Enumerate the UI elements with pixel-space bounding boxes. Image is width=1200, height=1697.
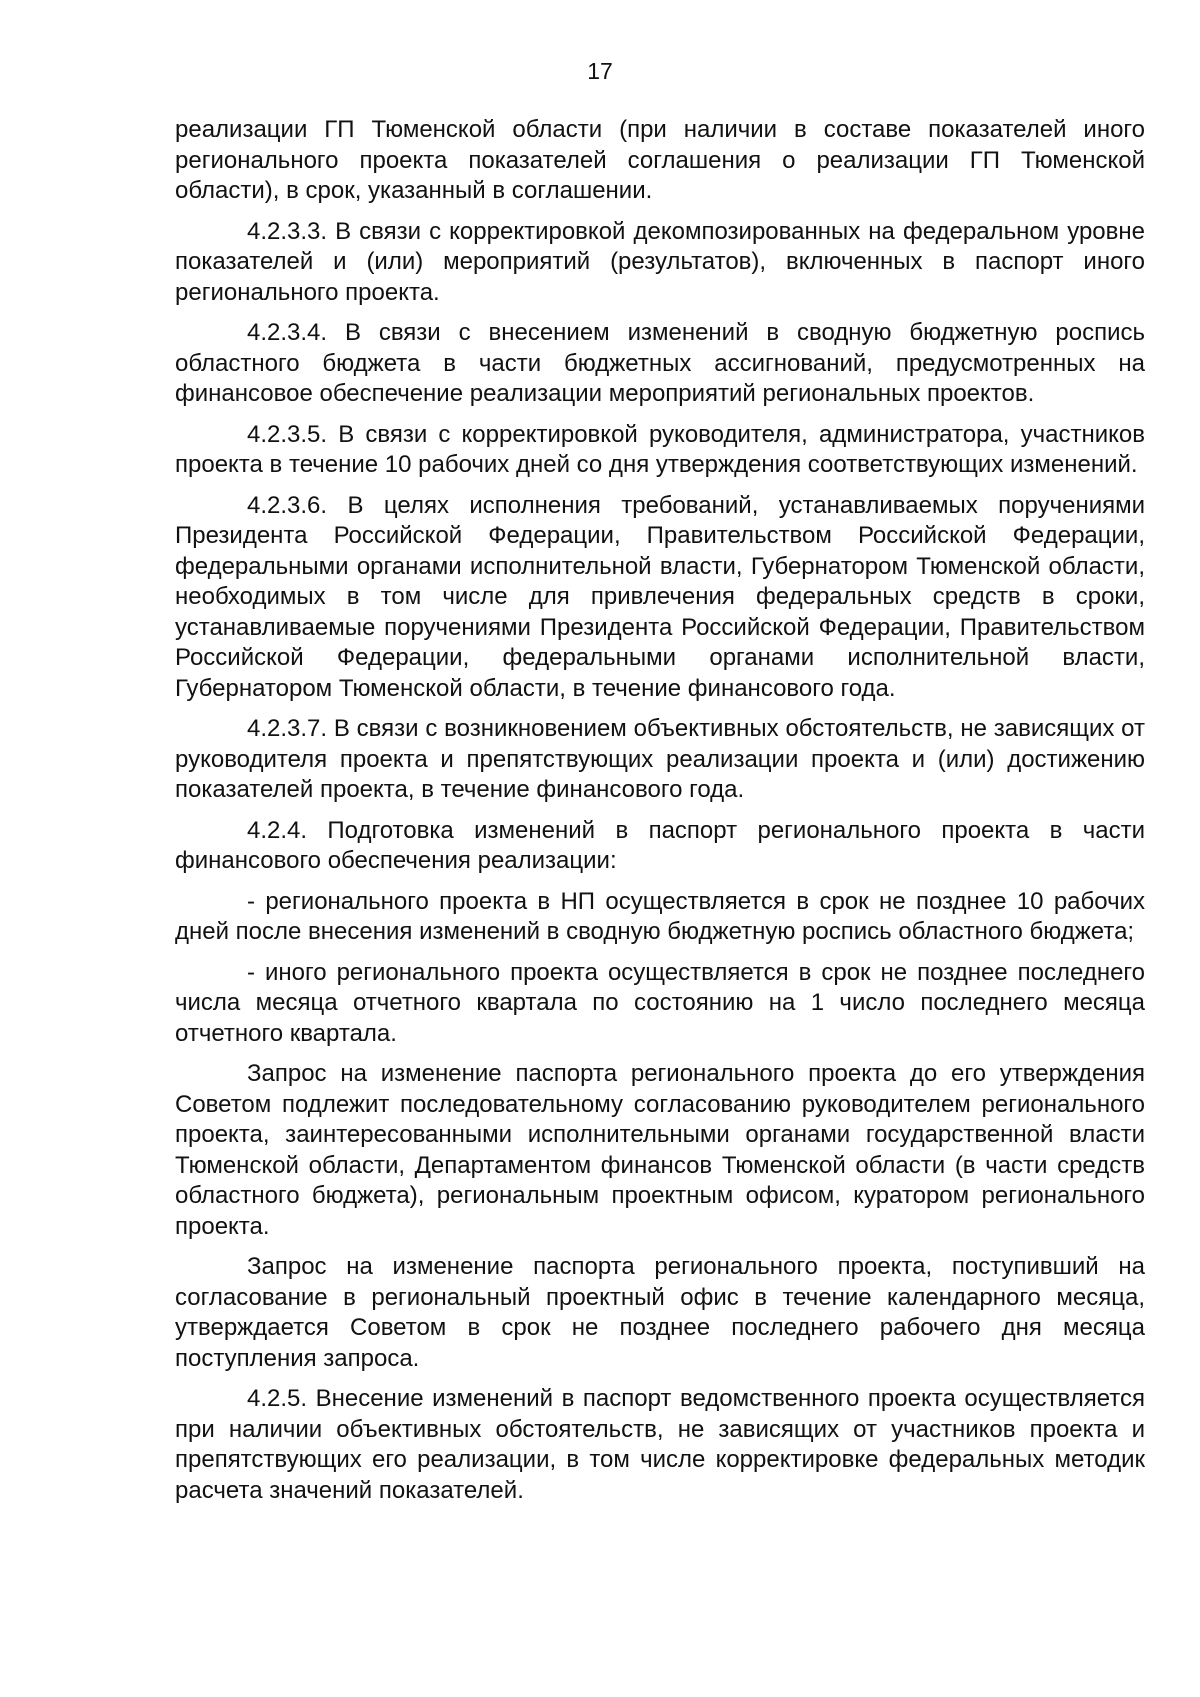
list-item-other-regional-project: - иного регионального проекта осуществляется в срок не позднее последнего числа месяца отчетного квартала по состоянию на 1 число последнего месяца отчетного квартала. <box>175 958 1145 1047</box>
paragraph-4-2-3-7: 4.2.3.7. В связи с возникновением объективных обстоятельств, не зависящих от руководителя проекта и препятствующих реализации проекта и (или) достижению показателей проекта, в течение финансового года. <box>175 715 1145 803</box>
paragraph-4-2-3-6: 4.2.3.6. В целях исполнения требований, устанавливаемых поручениями Президента Российской Федерации, Правительством Российской Федерации, федеральными органами исполнительной власти, Губернатором Тюменской области, необходимых в том числе для привлечения федеральных средств в сроки, устанавливаемые поручениями Президента Российской Федерации, Правительством Российской Федерации, федеральными органами исполнительной власти, Губернатором Тюменской области, в течение финансового года. <box>175 491 1145 702</box>
list-item-regional-project: - регионального проекта в НП осуществляется в срок не позднее 10 рабочих дней после внесения изменений в сводную бюджетную роспись областного бюджета; <box>175 887 1145 945</box>
paragraph-request-approval: Запрос на изменение паспорта регионального проекта до его утверждения Советом подлежит последовательному согласованию руководителем регионального проекта, заинтересованными исполнительными органами государственной власти Тюменской области, Департаментом финансов Тюменской области (в части средств областного бюджета), региональным проектным офисом, куратором регионального проекта. <box>175 1060 1145 1240</box>
paragraph-4-2-3-4: 4.2.3.4. В связи с внесением изменений в сводную бюджетную роспись областного бюджета в части бюджетных ассигнований, предусмотренных на финансовое обеспечение реализации мероприятий региональных проектов. <box>175 319 1145 407</box>
page-number: 17 <box>587 58 613 84</box>
paragraph-request-deadline: Запрос на изменение паспорта регионального проекта, поступивший на согласование в региональный проектный офис в течение календарного месяца, утверждается Советом в срок не позднее последнего рабочего дня месяца поступления запроса. <box>175 1253 1145 1372</box>
document-body <box>175 115 1145 1516</box>
paragraph-4-2-4: 4.2.4. Подготовка изменений в паспорт регионального проекта в части финансового обеспечения реализации: <box>175 816 1145 874</box>
paragraph-4-2-3-5: 4.2.3.5. В связи с корректировкой руководителя, администратора, участников проекта в течение 10 рабочих дней со дня утверждения соответствующих изменений. <box>175 420 1145 478</box>
paragraph-4-2-3-3: 4.2.3.3. В связи с корректировкой декомпозированных на федеральном уровне показателей и (или) мероприятий (результатов), включенных в паспорт иного регионального проекта. <box>175 217 1145 306</box>
paragraph-4-2-5: 4.2.5. Внесение изменений в паспорт ведомственного проекта осуществляется при наличии объективных обстоятельств, не зависящих от участников проекта и препятствующих его реализации, в том числе корректировке федеральных методик расчета значений показателей. <box>175 1385 1145 1504</box>
paragraph-continuation: реализации ГП Тюменской области (при наличии в составе показателей иного регионального проекта показателей соглашения о реализации ГП Тюменской области), в срок, указанный в соглашении. <box>175 116 1145 204</box>
